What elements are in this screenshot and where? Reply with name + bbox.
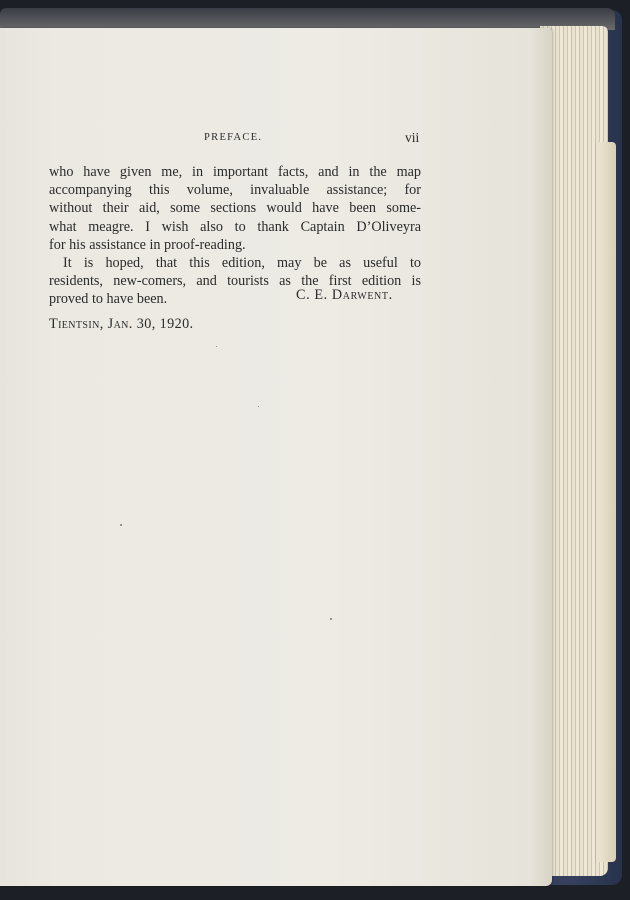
- book-cover-top-edge: [0, 8, 615, 30]
- text-line: proved to have been.: [49, 291, 168, 308]
- text-line: accompanying this volume, invaluable assistance; for: [49, 182, 421, 199]
- page-number: vii: [405, 130, 420, 145]
- text-line: what meagre. I wish also to thank Captain D’Oliveyra: [49, 218, 421, 235]
- text-line: for his assistance in proof-reading.: [49, 236, 246, 253]
- text-line: It is hoped, that this edition, may be as useful to: [63, 254, 421, 271]
- paper-speck: [120, 524, 122, 526]
- paper-speck: [330, 618, 332, 620]
- running-head-title: PREFACE.: [204, 132, 263, 143]
- text-line: residents, new-comers, and tourists as the first edition is: [49, 273, 421, 290]
- running-head: [0, 132, 552, 152]
- paper-speck: [216, 346, 217, 347]
- paper-speck: [258, 406, 259, 407]
- text-line: without their aid, some sections would have been some-: [49, 200, 421, 217]
- author-signature: C. E. Darwent.: [296, 287, 393, 303]
- page-edge-flap: [596, 142, 616, 862]
- text-line: who have given me, in important facts, and in the map: [49, 164, 421, 180]
- place-and-date: Tientsin, Jan. 30, 1920.: [49, 316, 194, 332]
- book-page: [0, 28, 552, 886]
